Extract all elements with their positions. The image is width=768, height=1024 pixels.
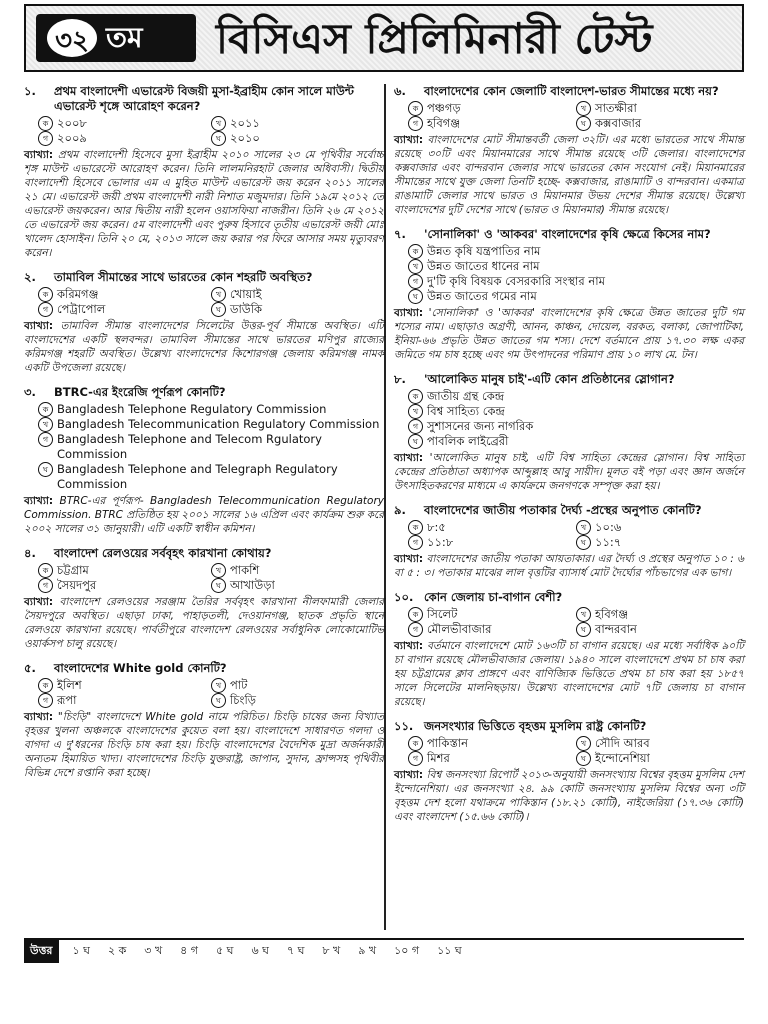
answer-item: ১০ গ — [394, 943, 420, 957]
option-label: Bangladesh Telephone Regulatory Commission — [57, 402, 327, 416]
option-item — [576, 535, 744, 550]
option-label: ১১:৭ — [595, 535, 622, 549]
question-block — [394, 719, 744, 824]
option-label: করিমগঞ্জ — [57, 287, 99, 301]
question-number: ২. — [24, 270, 36, 284]
option-item — [576, 520, 744, 535]
left-column — [24, 84, 384, 790]
explanation — [394, 306, 744, 362]
option-label: ২০১১ — [230, 116, 260, 130]
question-text: 'সোনালিকা' ও 'আকবর' বাংলাদেশের কৃষি ক্ষেত্রে কিসের নাম? — [424, 227, 711, 241]
explanation-text: বিশ্ব জনসংখ্যা রিপোর্ট ২০১৩-অনুযায়ী জনসংখ্যায় বিশ্বের বৃহত্তম মুসলিম দেশ ইন্দোনেশিয়া। এর জনসংখ্যা ২৪. ৯৯ কোটি জনসংখ্যায় মুসলিম বিশ্বের অন্য ৩টি বৃহত্তম দেশ হলো যথাক্রমে পাকিস্তান (১৮.২১ কোটি), নাইজেরিয়া (১৭.৩৬ কোটি) এবং বাংলাদেশ (১৫.৬৬ কোটি)। — [394, 769, 744, 823]
option-marker: ক — [408, 389, 423, 404]
explanation — [24, 148, 384, 260]
option-marker: ক — [38, 402, 53, 417]
explanation-label: ব্যাখ্যা: — [394, 307, 424, 319]
option-label: ইন্দোনেশিয়া — [595, 751, 650, 765]
option-marker: গ — [408, 116, 423, 131]
option-label: পঞ্চগড় — [427, 101, 461, 115]
explanation-label: ব্যাখ্যা: — [394, 769, 424, 781]
question-header — [394, 84, 744, 99]
option-item — [408, 736, 576, 751]
explanation — [394, 639, 744, 709]
edition-badge — [36, 14, 196, 62]
option-marker: গ — [38, 693, 53, 708]
option-marker: গ — [38, 578, 53, 593]
option-marker: খ — [211, 563, 226, 578]
option-label: খোয়াই — [230, 287, 262, 301]
question-block — [24, 270, 384, 375]
option-marker: খ — [211, 287, 226, 302]
answer-item: ৭ ঘ — [286, 943, 305, 957]
option-item — [408, 404, 744, 419]
option-marker: ঘ — [576, 751, 591, 766]
explanation-text: 'সোনালিকা' ও 'আকবর' বাংলাদেশের কৃষি ক্ষেত্রে উন্নত জাতের দুটি গম শস্যের নাম। এছাড়াও অগ্রণী, আনন, কাঞ্চন, দোয়েল, বরকত, বলাকা, জোপাটিকা, ইনিয়া-৬৬ প্রভৃতি উন্নত জাতের গম শস্য। দেশে বর্তমানে প্রায় ১৭.৩০ লক্ষ একর জমিতে গম চাষ হচ্ছে এবং গম উৎপাদনের পরিমাণ প্রায় ১০ লাখ মে. টন। — [394, 307, 744, 361]
question-number: ১. — [24, 84, 36, 98]
option-marker: খ — [576, 520, 591, 535]
option-item — [211, 302, 384, 317]
option-label: পাকিস্তান — [427, 736, 468, 750]
option-item — [408, 434, 744, 449]
explanation — [24, 595, 384, 651]
question-header — [24, 546, 384, 561]
edition-suffix: তম — [106, 21, 143, 54]
option-item — [38, 402, 384, 417]
option-item — [211, 287, 384, 302]
answer-item: ১ ঘ — [72, 943, 90, 957]
option-list — [394, 101, 744, 131]
option-label: পাবলিক লাইব্রেরী — [427, 434, 509, 448]
question-header — [394, 372, 744, 387]
question-number: ৮. — [394, 372, 406, 386]
option-marker: ঘ — [211, 693, 226, 708]
option-label: উন্নত জাতের ধানের নাম — [427, 259, 540, 273]
option-list — [394, 607, 744, 637]
option-item — [408, 101, 576, 116]
question-number: ১০. — [394, 590, 414, 604]
edition-number: ৩২ — [44, 16, 100, 60]
answer-item: ৩ খ — [144, 943, 163, 957]
question-number: ১১. — [394, 719, 414, 733]
option-label: রূপা — [57, 693, 77, 707]
option-marker: খ — [408, 259, 423, 274]
option-item — [38, 302, 211, 317]
option-label: উন্নত কৃষি যন্ত্রপাতির নাম — [427, 244, 541, 258]
option-marker: ক — [38, 116, 53, 131]
explanation-text: তামাবিল সীমান্ত বাংলাদেশের সিলেটের উত্তর-পূর্ব সীমান্তে অবস্থিত। এটি বাংলাদেশের একটি স্থলবন্দর। তামাবিল সীমান্তের সাথে ভারতের মণিপুর রাজ্যের করিমগঞ্জ শহরটি অবস্থিত। উল্লেখ্য বাংলাদেশের কিশোরগঞ্জ জেলায় করিমগঞ্জ নামক একটি উপজেলা রয়েছে। — [24, 320, 384, 374]
option-item — [211, 578, 384, 593]
option-item — [38, 563, 211, 578]
option-label: আখাউড়া — [230, 578, 275, 592]
option-marker: ঘ — [576, 535, 591, 550]
option-label: মৌলভীবাজার — [427, 622, 492, 636]
option-item — [38, 678, 211, 693]
column-divider — [384, 84, 386, 930]
right-column — [394, 84, 744, 834]
question-text: 'আলোকিত মানুষ চাই'-এটি কোন প্রতিষ্ঠানের স্লোগান? — [424, 372, 675, 386]
option-list — [24, 116, 384, 146]
option-label: Bangladesh Telephone and Telecom Rgulatory Commission — [57, 432, 322, 461]
option-item — [408, 389, 744, 404]
option-item — [576, 101, 744, 116]
option-label: ২০০৮ — [57, 116, 87, 130]
option-label: ডাউকি — [230, 302, 263, 316]
question-header — [24, 385, 384, 400]
question-text: বাংলাদেশের কোন জেলাটি বাংলাদেশ-ভারত সীমান্তের মধ্যে নয়? — [424, 84, 719, 98]
option-label: পেট্রাপোল — [57, 302, 106, 316]
question-text: বাংলাদেশের White gold কোনটি? — [54, 661, 227, 675]
option-marker: গ — [38, 432, 53, 447]
option-label: পাট — [230, 678, 248, 692]
option-label: ১০:৬ — [595, 520, 622, 534]
option-marker: ক — [408, 101, 423, 116]
answer-item: ৫ ঘ — [216, 943, 234, 957]
option-item — [408, 751, 576, 766]
option-item — [38, 287, 211, 302]
option-marker: খ — [408, 404, 423, 419]
option-marker: খ — [576, 101, 591, 116]
option-marker: ক — [408, 607, 423, 622]
explanation — [394, 552, 744, 580]
option-marker: ক — [408, 736, 423, 751]
question-text: প্রথম বাংলাদেশী এভারেস্ট বিজয়ী মুসা-ইব্রাহীম কোন সালে মাউন্ট এভারেস্ট শৃঙ্গে আরোহণ করেন? — [54, 84, 354, 113]
question-block — [394, 84, 744, 217]
answer-item: ৯ খ — [358, 943, 377, 957]
option-marker: ঘ — [408, 289, 423, 304]
option-marker: গ — [38, 302, 53, 317]
explanation-text: "চিংড়ি" বাংলাদেশে White gold নামে পরিচিত। চিংড়ি চাষের জন্য বিখ্যাত বৃহত্তর খুলনা অঞ্চলকে বাংলাদেশের কুয়েত বলা হয়। বাংলাদেশে সাধারণত গলদা ও বাগদা এ দু'ধরনের চিংড়ি চাষ করা হয়। চিংড়ি বাংলাদেশের বৈদেশিক মুদ্রা অর্জনকারী অন্যতম হিমায়িত খাদ্য। বাংলাদেশের চিংড়ি যুক্তরাষ্ট্র, জাপান, সুদান, ফ্রান্সসহ পৃথিবীর বিভিন্ন দেশে রপ্তানি করা হচ্ছে। — [24, 711, 384, 779]
explanation-label: ব্যাখ্যা: — [24, 149, 54, 161]
option-item — [211, 131, 384, 146]
option-label: সাতক্ষীরা — [595, 101, 637, 115]
option-item — [38, 131, 211, 146]
page-header — [24, 4, 744, 72]
option-list — [24, 287, 384, 317]
option-list — [24, 678, 384, 708]
option-item — [38, 432, 384, 462]
answer-key-items — [73, 942, 462, 961]
option-list — [394, 389, 744, 449]
explanation-label: ব্যাখ্যা: — [394, 134, 424, 146]
option-list — [394, 520, 744, 550]
option-label: ২০০৯ — [57, 131, 87, 145]
option-marker: ক — [408, 244, 423, 259]
question-number: ৭. — [394, 227, 406, 241]
option-marker: ক — [408, 520, 423, 535]
option-marker: ঘ — [38, 462, 53, 477]
question-number: ৫. — [24, 661, 36, 675]
explanation — [394, 451, 744, 493]
option-item — [211, 693, 384, 708]
answer-item: ১১ ঘ — [437, 943, 462, 957]
explanation-label: ব্যাখ্যা: — [394, 640, 424, 652]
question-text: তামাবিল সীমান্তের সাথে ভারতের কোন শহরটি অবস্থিত? — [54, 270, 313, 284]
option-marker: ক — [38, 287, 53, 302]
option-item — [576, 736, 744, 751]
option-item — [408, 535, 576, 550]
explanation-label: ব্যাখ্যা: — [394, 553, 424, 565]
question-block — [24, 546, 384, 651]
option-marker: খ — [576, 607, 591, 622]
option-marker: ঘ — [408, 434, 423, 449]
option-item — [408, 607, 576, 622]
option-marker: গ — [408, 274, 423, 289]
option-label: Bangladesh Telephone and Telegraph Regulatory Commission — [57, 462, 338, 491]
question-text: BTRC-এর ইংরেজি পূর্ণরূপ কোনটি? — [54, 385, 226, 399]
option-label: উন্নত জাতের গমের নাম — [427, 289, 537, 303]
explanation — [24, 494, 384, 536]
question-block — [24, 385, 384, 536]
question-block — [394, 590, 744, 709]
option-item — [408, 289, 744, 304]
option-item — [576, 116, 744, 131]
option-marker: ক — [38, 678, 53, 693]
option-label: চিংড়ি — [230, 693, 256, 707]
option-item — [38, 417, 384, 432]
explanation-text: BTRC-এর পূর্ণরূপ- Bangladesh Telecommunication Regulatory Commission. BTRC প্রতিষ্ঠিত হয় ২০০১ সালের ১৬ এপ্রিল এবং কার্যক্রম শুরু করে ২০০২ সালের ৩১ জানুয়ারী। এটি একটি স্বাধীন কমিশন। — [24, 495, 384, 535]
option-item — [408, 520, 576, 535]
question-block — [24, 84, 384, 260]
option-label: সিলেট — [427, 607, 458, 621]
option-marker: ঘ — [211, 578, 226, 593]
question-header — [394, 503, 744, 518]
option-marker: গ — [38, 131, 53, 146]
explanation-text: বর্তমানে বাংলাদেশে মোট ১৬৩টি চা বাগান রয়েছে। এর মধ্যে সর্বাধিক ৯০টি চা বাগান রয়েছে মৌলভীবাজার জেলায়। ১৯৪০ সালে বাংলাদেশে প্রথম চা চাষ করা হয় চট্টগ্রামের ক্লাব প্রাঙ্গণে এবং বাণিজ্যিক ভিত্তিতে প্রথম চা চাষ করা হয় ১৮৫৭ সালে সিলেটের মালনিছড়ায়। উল্লেখ্য বাংলাদেশের মোট ৭টি জেলায় চা বাগান রয়েছে। — [394, 640, 744, 708]
option-marker: খ — [211, 116, 226, 131]
option-label: সৌদি আরব — [595, 736, 650, 750]
explanation-label: ব্যাখ্যা: — [24, 320, 54, 332]
explanation-label: ব্যাখ্যা: — [24, 711, 54, 723]
question-text: জনসংখ্যার ভিত্তিতে বৃহত্তম মুসলিম রাষ্ট্র কোনটি? — [424, 719, 647, 733]
explanation-text: প্রথম বাংলাদেশী হিসেবে মুসা ইব্রাহীম ২০১০ সালের ২৩ মে পৃথিবীর সর্বোচ্চ শৃঙ্গ মাউন্ট এভারেস্টে আরোহণ করেন। তিনি লালমনিরহাট জেলার অধিবাসী। দ্বিতীয় বাংলাদেশী হিসেবে ভোলার এম এ মুহিত মাউন্ট এভারেস্ট জয় করেন ২০১১ সালের ২১ মে। এভারেস্ট জয়ী প্রথম বাংলাদেশী নারী নিশাত মজুমদার। তিনি ১৯মে ২০১২ তে এভারেস্ট জয়করেন। আর দ্বিতীয় নারী হলেন ওয়াসফিয়া নাজরীন। তিনি ২৬ মে ২০১২ তে এভারেস্ট জয় করেন। ৫ম বাংলাদেশী এবং পুরুষ হিসাবে তৃতীয় এভারেস্ট জয়ী মোঃ খালেদ হোসাইন। তিনি ২০ মে, ২০১৩ সালে জয় করার পর ফিরে আসার সময় মৃত্যুবরণ করেন। — [24, 149, 385, 259]
option-label: হবিগঞ্জ — [427, 116, 461, 130]
option-item — [211, 116, 384, 131]
question-number: ৩. — [24, 385, 36, 399]
option-item — [576, 751, 744, 766]
option-marker: ঘ — [576, 622, 591, 637]
question-header — [394, 227, 744, 242]
answer-key-label: উত্তর — [24, 940, 59, 963]
explanation-text: বাংলাদেশের মোট সীমান্তবর্তী জেলা ৩২টি। এর মধ্যে ভারতের সাথে সীমান্ত রয়েছে ৩০টি এবং মিয়ানমারের সাথে সীমান্ত রয়েছে ৩টি জেলার। বাংলাদেশের কক্সবাজার এবং বান্দরবান জেলার সাথে ভারতের কোন সংযোগ নেই। মিয়ানমারের সীমান্তের সাথে যুক্ত জেলা তিনটি হচ্ছে- কক্সবাজার, রাঙামাটি ও বান্দরবান। একমাত্র রাঙামাটি জেলার সাথে ভারত ও মিয়ানমার উভয় দেশের সীমান্ত রয়েছে। উল্লেখ্য বাংলাদেশের দুটি দেশের সাথে (ভারত ও মিয়ানমার) সীমান্ত রয়েছে। — [394, 134, 744, 216]
explanation-text: বাংলাদেশ রেলওয়ের সরঞ্জাম তৈরির সর্ববৃহৎ কারখানা নীলফামারী জেলার সৈয়দপুরে অবস্থিত। এছাড়া ঢাকা, পাহাড়তলী, দেওয়ানগঞ্জ, ছাতক প্রভৃতি স্থানে রেলওয়ে কারখানা রয়েছে। পার্বতীপুরে বাংলাদেশ রেলওয়ের সর্বাধুনিক লোকোমোটিভ ওয়ার্কসপ চালু রয়েছে। — [24, 596, 384, 650]
option-item — [408, 419, 744, 434]
option-item — [38, 116, 211, 131]
explanation — [394, 768, 744, 824]
option-label: হবিগঞ্জ — [595, 607, 629, 621]
option-item — [408, 244, 744, 259]
question-block — [394, 503, 744, 580]
option-item — [576, 607, 744, 622]
question-text: কোন জেলায় চা-বাগান বেশী? — [424, 590, 563, 604]
question-block — [24, 661, 384, 780]
option-label: Bangladesh Telecommunication Regulatory Commission — [57, 417, 380, 431]
question-number: ৪. — [24, 546, 36, 560]
question-header — [24, 661, 384, 676]
option-label: ২০১০ — [230, 131, 260, 145]
question-header — [24, 84, 384, 114]
question-block — [394, 227, 744, 362]
explanation-label: ব্যাখ্যা: — [394, 452, 424, 464]
option-label: কক্সবাজার — [595, 116, 642, 130]
option-marker: খ — [38, 417, 53, 432]
option-item — [408, 274, 744, 289]
option-item — [38, 462, 384, 492]
option-label: পাকশি — [230, 563, 260, 577]
option-label: সুশাসনের জন্য নাগরিক — [427, 419, 534, 433]
option-label: জাতীয় গ্রন্থ কেন্দ্র — [427, 389, 505, 403]
option-label: বান্দরবান — [595, 622, 637, 636]
option-label: চট্টগ্রাম — [57, 563, 89, 577]
answer-item: ২ ক — [107, 943, 127, 957]
question-text: বাংলাদেশের জাতীয় পতাকার দৈর্ঘ্য -প্রস্থের অনুপাত কোনটি? — [424, 503, 702, 517]
option-marker: খ — [576, 736, 591, 751]
option-item — [38, 693, 211, 708]
explanation-label: ব্যাখ্যা: — [24, 596, 54, 608]
option-label: দু'টি কৃষি বিষয়ক বেসরকারি সংস্থার নাম — [427, 274, 605, 288]
option-item — [408, 622, 576, 637]
answer-item: ৮ খ — [322, 943, 341, 957]
option-label: বিশ্ব সাহিত্য কেন্দ্র — [427, 404, 505, 418]
option-list — [394, 244, 744, 304]
option-marker: ঘ — [211, 131, 226, 146]
explanation-label: ব্যাখ্যা: — [24, 495, 54, 507]
question-number: ৬. — [394, 84, 406, 98]
option-label: ইলিশ — [57, 678, 82, 692]
option-list — [24, 402, 384, 492]
option-item — [211, 678, 384, 693]
option-marker: গ — [408, 622, 423, 637]
option-marker: ঘ — [576, 116, 591, 131]
option-item — [408, 116, 576, 131]
page-title: বিসিএস প্রিলিমিনারী টেস্ট — [216, 14, 653, 63]
option-item — [576, 622, 744, 637]
answer-item: ৪ গ — [180, 943, 199, 957]
explanation-text: 'আলোকিত মানুষ চাই, এটি বিশ্ব সাহিত্য কেন্দ্রের স্লোগান। বিশ্ব সাহিত্য কেন্দ্রের প্রতিষ্ঠাতা অধ্যাপক আব্দুল্লাহ আবু সায়ীদ। মূলত বই পড়া এবং জ্ঞান অর্জনে উৎসাহিতকরণের মাধ্যমে এ কার্যক্রমে জনগণকে সম্পৃক্ত করা হয়। — [394, 452, 744, 492]
question-block — [394, 372, 744, 493]
option-label: মিশর — [427, 751, 450, 765]
question-header — [24, 270, 384, 285]
answer-item: ৬ ঘ — [251, 943, 269, 957]
explanation-text: বাংলাদেশের জাতীয় পতাকা আয়তাকার। এর দৈর্ঘ্য ও প্রস্থের অনুপাত ১০ : ৬ বা ৫ : ৩। পতাকার মাঝের লাল বৃত্তটির ব্যাসার্ধ মোট দৈর্ঘ্যের পাঁচভাগের এক ভাগ। — [394, 553, 744, 579]
answer-key — [24, 938, 744, 962]
option-marker: গ — [408, 419, 423, 434]
question-number: ৯. — [394, 503, 406, 517]
explanation — [24, 710, 384, 780]
explanation — [24, 319, 384, 375]
explanation — [394, 133, 744, 217]
option-list — [394, 736, 744, 766]
option-marker: ক — [38, 563, 53, 578]
option-marker: গ — [408, 751, 423, 766]
option-item — [38, 578, 211, 593]
option-label: ৮:৫ — [427, 520, 446, 534]
option-item — [408, 259, 744, 274]
option-marker: খ — [211, 678, 226, 693]
option-label: সৈয়দপুর — [57, 578, 97, 592]
option-item — [211, 563, 384, 578]
option-marker: ঘ — [211, 302, 226, 317]
option-marker: গ — [408, 535, 423, 550]
option-list — [24, 563, 384, 593]
question-header — [394, 590, 744, 605]
option-label: ১১:৮ — [427, 535, 454, 549]
question-text: বাংলাদেশ রেলওয়ের সর্ববৃহৎ কারখানা কোথায়? — [54, 546, 272, 560]
question-header — [394, 719, 744, 734]
